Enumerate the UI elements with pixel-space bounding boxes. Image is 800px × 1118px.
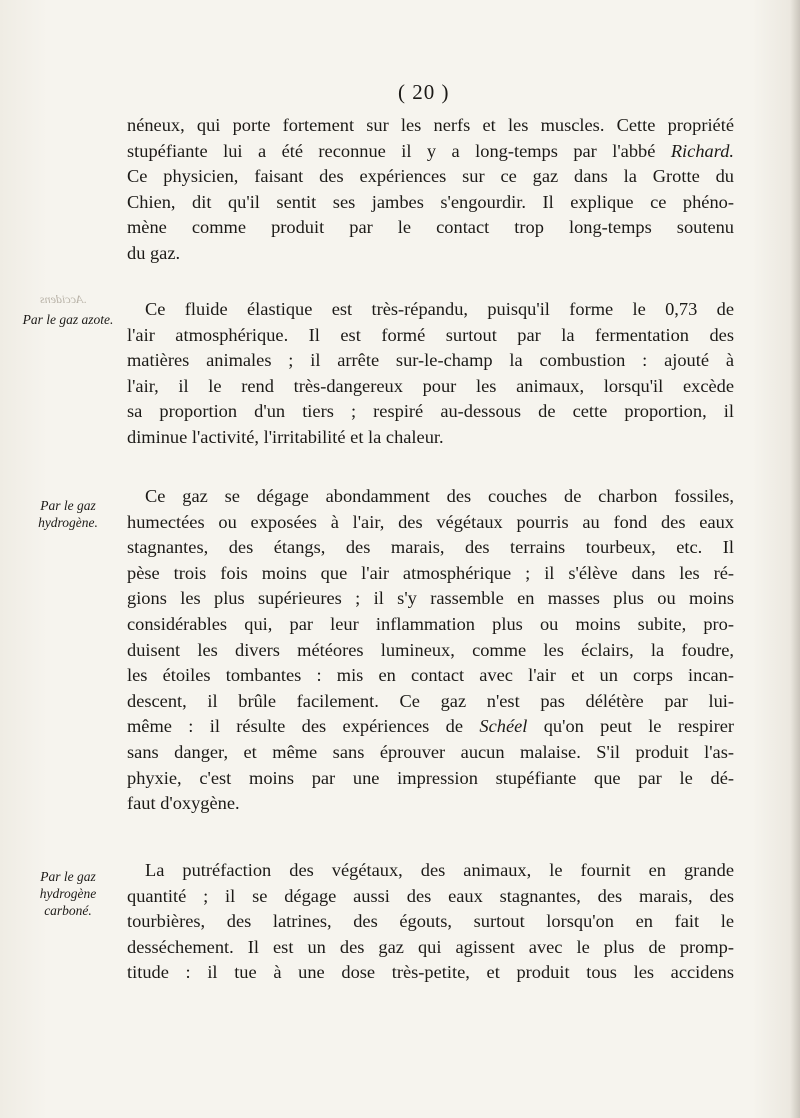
text-line: phyxie, c'est moins par une impression stupéfiante que par le dé-: [127, 767, 734, 788]
paragraph-1: [127, 113, 734, 267]
text-line: gions les plus supérieures ; il s'y rassemble en masses plus ou moins: [127, 588, 734, 609]
paragraph-3: [127, 484, 734, 817]
text-line: pèse trois fois moins que l'air atmosphérique ; il s'élève dans les ré-: [127, 562, 734, 583]
text-line: matières animales ; il arrête sur-le-champ la combustion : ajouté à: [127, 350, 734, 371]
margin-note-hydrogene-carbone: Par le gaz hydrogène carboné.: [39, 869, 97, 918]
text-line: humectées ou exposées à l'air, des végétaux pourris au fond des eaux: [127, 511, 734, 532]
text-line: stagnantes, des étangs, des marais, des terrains tourbeux, etc. Il: [127, 537, 734, 558]
text-line: l'air, il le rend très-dangereux pour les animaux, lorsqu'il excède: [127, 375, 734, 396]
text-line: sa proportion d'un tiers ; respiré au-dessous de cette proportion, il: [127, 401, 734, 422]
bleed-through-text: .Accidens: [40, 292, 87, 306]
text-line: Ce fluide élastique est très-répandu, puisqu'il forme le 0,73 de: [145, 299, 734, 319]
text-line: l'air atmosphérique. Il est formé surtout par la fermentation des: [127, 324, 734, 345]
margin-note-azote: Par le gaz azote.: [22, 312, 114, 327]
italic-name: Richard.: [670, 140, 734, 161]
page-number: ( 20 ): [398, 80, 450, 104]
italic-name: Schéel: [479, 716, 528, 737]
text-line: considérables qui, par leur inflammation plus ou moins subite, pro-: [127, 613, 734, 634]
text-line: mène comme produit par le contact trop long-temps soutenu: [127, 217, 734, 238]
text-line: desséchement. Il est un des gaz qui agissent avec le plus de promp-: [127, 936, 734, 957]
text-line: tourbières, des latrines, des égouts, surtout lorsqu'on en fait le: [127, 911, 734, 932]
text-line: descent, il brûle facilement. Ce gaz n'est pas délétère par lui-: [127, 690, 734, 711]
page-edge-shadow: [790, 0, 800, 1118]
text-line: Ce physicien, faisant des expériences sur ce gaz dans la Grotte du: [127, 166, 734, 187]
text-line: quantité ; il se dégage aussi des eaux stagnantes, des marais, des: [127, 885, 734, 906]
text-line: Ce gaz se dégage abondamment des couches de charbon fossiles,: [145, 486, 734, 506]
text-line: sans danger, et même sans éprouver aucun malaise. S'il produit l'as-: [127, 741, 734, 762]
text-line: même : il résulte des expériences de Schéel qu'on peut le respirer: [127, 716, 734, 737]
text-line: néneux, qui porte fortement sur les nerfs et les muscles. Cette propriété: [127, 115, 734, 135]
text-line: titude : il tue à une dose très-petite, et produit tous les accidens: [127, 962, 734, 983]
margin-note-hydrogene: Par le gaz hydrogène.: [38, 498, 98, 530]
paragraph-2: [127, 297, 734, 451]
text-line: les étoiles tombantes : mis en contact avec l'air et un corps incan-: [127, 665, 734, 686]
text-line: du gaz.: [127, 242, 181, 263]
text-line: stupéfiante lui a été reconnue il y a long-temps par l'abbé Richard.: [127, 140, 734, 161]
paragraph-4: [127, 858, 734, 986]
text-line: La putréfaction des végétaux, des animaux, le fournit en grande: [145, 860, 734, 880]
text-line: Chien, dit qu'il sentit ses jambes s'engourdir. Il explique ce phéno-: [127, 191, 734, 212]
text-line: diminue l'activité, l'irritabilité et la chaleur.: [127, 426, 444, 447]
text-line: duisent les divers météores lumineux, comme les éclairs, la foudre,: [127, 639, 734, 660]
text-line: faut d'oxygène.: [127, 793, 240, 814]
